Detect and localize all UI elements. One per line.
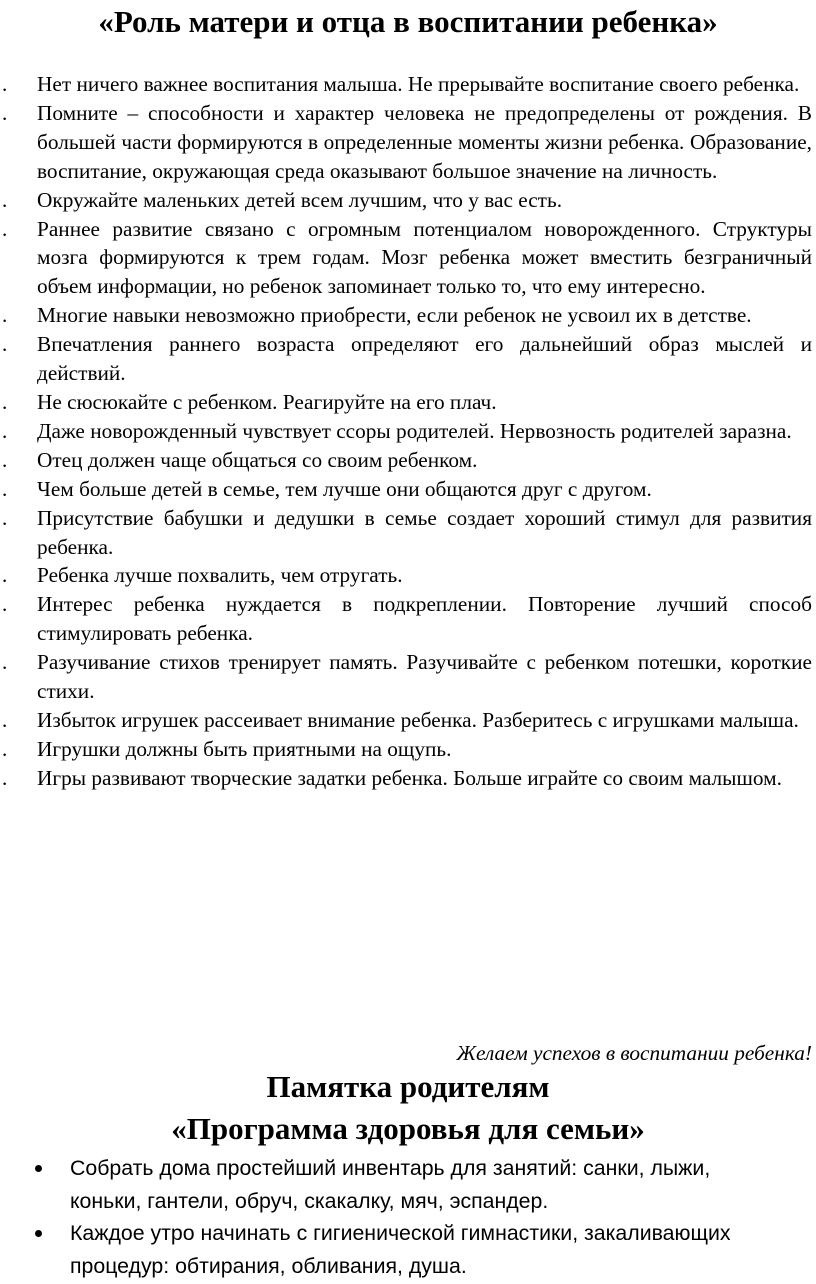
rule-marker: . (2, 563, 8, 588)
rule-item (0, 301, 816, 330)
rule-marker: . (2, 476, 8, 501)
rule-text: Помните – способности и характер человека не предопределены от рождения. В большей части формируются в определенные моменты жизни ребенка. Образование, воспитание, окружающая среда оказывают большое значение на личность. (37, 100, 812, 183)
rule-marker: . (2, 187, 8, 212)
rule-item (0, 561, 816, 590)
rule-marker: . (2, 100, 8, 125)
memo-title: Памятка родителям (266, 1069, 550, 1104)
memo-item-text: Каждое утро начинать с гигиенической гимнастики, закаливающих процедур: обтирания, обливания, душа. (70, 1221, 731, 1278)
rule-text: Не сюсюкайте с ребенком. Реагируйте на его плач. (37, 389, 497, 414)
rule-text: Присутствие бабушки и дедушки в семье создает хороший стимул для развития ребенка. (37, 505, 812, 559)
rule-text: Интерес ребенка нуждается в подкреплении. Повторение лучший способ стимулировать ребенка. (37, 592, 812, 646)
rule-text: Окружайте маленьких детей всем лучшим, что у вас есть. (37, 187, 563, 212)
rule-item (0, 706, 816, 735)
rule-item (0, 764, 816, 793)
memo-item-text: Собрать дома простейший инвентарь для занятий: санки, лыжи, коньки, гантели, обруч, скакалку, мяч, эспандер. (70, 1156, 711, 1213)
rule-item (0, 475, 816, 504)
memo-list (0, 1152, 816, 1282)
rule-text: Отец должен чаще общаться со своим ребенком. (37, 447, 478, 472)
memo-item (0, 1217, 816, 1282)
rule-item (0, 330, 816, 388)
rule-item (0, 70, 816, 99)
rule-text: Ребенка лучше похвалить, чем отругать. (37, 563, 403, 588)
rule-text: Нет ничего важнее воспитания малыша. Не прерывайте воспитание своего ребенка. (37, 72, 800, 96)
rules-list (0, 70, 816, 793)
rule-item (0, 417, 816, 446)
rule-text: Разучивание стихов тренирует память. Разучивайте с ребенком потешки, короткие стихи. (37, 650, 812, 704)
rule-item (0, 388, 816, 417)
rule-marker: . (2, 650, 8, 675)
rule-marker: . (2, 72, 8, 96)
rule-item (0, 99, 816, 186)
rule-text: Впечатления раннего возраста определяют его дальнейший образ мыслей и действий. (37, 332, 812, 386)
rule-text: Избыток игрушек рассеивает внимание ребенка. Разберитесь с игрушками малыша. (37, 707, 799, 732)
memo-item (0, 1152, 816, 1217)
rule-item (0, 186, 816, 215)
rule-marker: . (2, 736, 8, 761)
bullet-icon (35, 1165, 42, 1172)
rule-item (0, 504, 816, 562)
rule-text: Многие навыки невозможно приобрести, если ребенок не усвоил их в детстве. (37, 303, 752, 328)
closing-wish: Желаем успехов в воспитании ребенка! (456, 1041, 812, 1065)
rule-marker: . (2, 447, 8, 472)
rule-item (0, 590, 816, 648)
rule-marker: . (2, 332, 8, 357)
rule-marker: . (2, 303, 8, 328)
rule-marker: . (2, 418, 8, 443)
memo-subtitle: «Программа здоровья для семьи» (171, 1111, 645, 1146)
rule-marker: . (2, 592, 8, 617)
rule-marker: . (2, 765, 8, 790)
rule-text: Игрушки должны быть приятными на ощупь. (37, 736, 452, 761)
rule-marker: . (2, 216, 8, 241)
rule-text: Даже новорожденный чувствует ссоры родителей. Нервозность родителей заразна. (37, 418, 792, 443)
rule-text: Чем больше детей в семье, тем лучше они общаются друг с другом. (37, 476, 652, 501)
bullet-icon (35, 1230, 42, 1237)
rule-marker: . (2, 389, 8, 414)
rule-item (0, 215, 816, 302)
rule-item (0, 648, 816, 706)
rule-item (0, 446, 816, 475)
rule-marker: . (2, 505, 8, 530)
rule-text: Игры развивают творческие задатки ребенка. Больше играйте со своим малышом. (37, 765, 782, 790)
rule-text: Раннее развитие связано с огромным потенциалом новорожденного. Структуры мозга формируются к трем годам. Мозг ребенка может вместить безграничный объем информации, но ребенок запоминает только то, что ему интересно. (37, 216, 812, 299)
rule-item (0, 735, 816, 764)
rule-marker: . (2, 707, 8, 732)
page-title: «Роль матери и отца в воспитании ребенка» (98, 4, 718, 39)
